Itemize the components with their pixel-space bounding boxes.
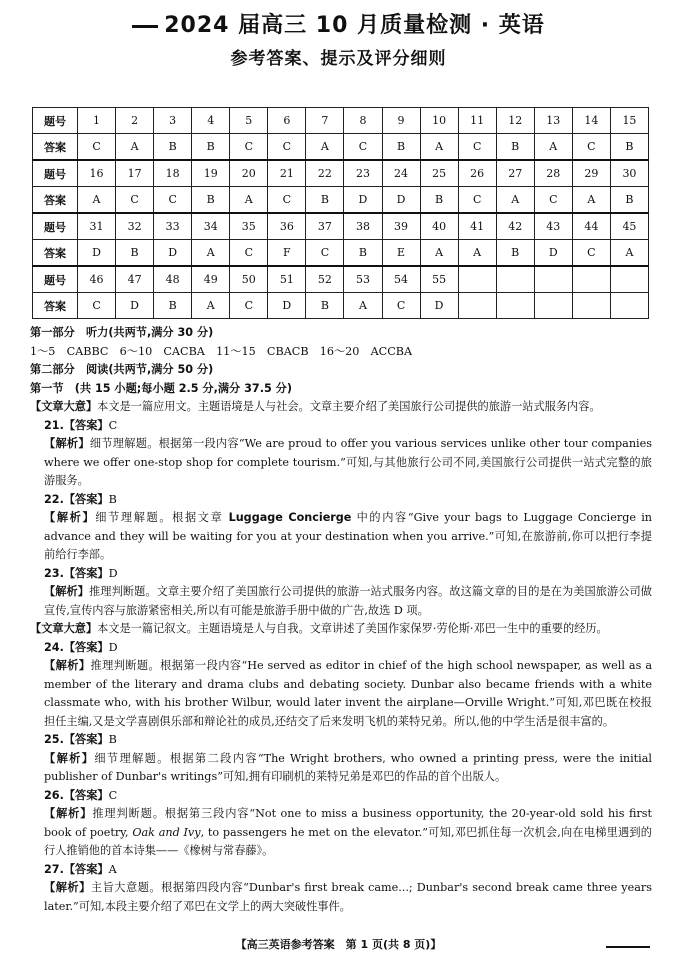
answer-cell: A <box>496 187 534 214</box>
question-number-cell: 26 <box>458 160 496 187</box>
part2-title: 第二部分 阅读(共两节,满分 50 分) <box>30 363 214 376</box>
question-number-cell: 7 <box>306 108 344 134</box>
question-number-cell: 40 <box>420 213 458 240</box>
answer-cell: B <box>382 134 420 161</box>
answer-cell <box>534 293 572 319</box>
answer-cell: B <box>420 187 458 214</box>
question-number-cell: 32 <box>116 213 154 240</box>
q22-answer: 22.【答案】B <box>44 492 117 506</box>
question-number-cell: 14 <box>572 108 610 134</box>
question-number-row <box>33 213 649 240</box>
page-subtitle: 参考答案、提示及评分细则 <box>230 49 447 69</box>
answer-cell: B <box>154 293 192 319</box>
answer-cell: B <box>192 134 230 161</box>
answer-cell: D <box>534 240 572 267</box>
q24-answer: 24.【答案】D <box>44 640 118 654</box>
answer-cell: C <box>458 134 496 161</box>
answer-cell: D <box>116 293 154 319</box>
question-number-cell: 55 <box>420 266 458 293</box>
q26-explanation: 【解析】推理判断题。根据第三段内容“Not one to miss a business opportunity, the 20-year-old sold his first book of poetry, Oak and Ivy, to passengers he met on the elevator.”可知,邓巴抓住每一次机会,向在电梯里遇到的行人推销他的首本诗集——《橡树与常春藤》。 <box>44 807 652 857</box>
question-number-cell: 37 <box>306 213 344 240</box>
answer-cell: B <box>610 134 648 161</box>
q21-explanation: 【解析】细节理解题。根据第一段内容“We are proud to offer you various services unlike other tour companies where we offer one-stop shop for complete tourism.”可知,与其他旅行公司不同,美国旅行公司提供一站式完整的旅游服务。 <box>44 437 652 487</box>
answer-row <box>33 240 649 267</box>
question-number-cell: 38 <box>344 213 382 240</box>
question-number-row <box>33 266 649 293</box>
question-number-cell: 12 <box>496 108 534 134</box>
question-number-cell: 33 <box>154 213 192 240</box>
answer-cell <box>496 293 534 319</box>
answer-cell: C <box>572 240 610 267</box>
part1-title: 第一部分 听力(共两节,满分 30 分) <box>30 326 214 339</box>
question-number-cell: 46 <box>78 266 116 293</box>
q24-explanation: 【解析】推理判断题。根据第一段内容“He served as editor in chief of the high school newspaper, as well as a member of the literary and drama clubs and debating society. Dunbar also became friends with a white classmate who, with his brother Wilbur, would later invent the airplane—Orville Wright.”可知,邓巴既在校报担任主编,又是文学喜剧俱乐部和辩论社的成员,还结交了后来发明飞机的莱特兄弟。所以,他的中学生活是很丰富的。 <box>44 659 652 728</box>
answer-cell: B <box>192 187 230 214</box>
question-number-cell: 27 <box>496 160 534 187</box>
question-number-cell: 51 <box>268 266 306 293</box>
question-number-cell: 18 <box>154 160 192 187</box>
answer-cell: D <box>78 240 116 267</box>
answer-cell: B <box>344 240 382 267</box>
answer-cell: A <box>344 293 382 319</box>
question-number-cell: 54 <box>382 266 420 293</box>
question-number-cell: 29 <box>572 160 610 187</box>
question-number-cell: 42 <box>496 213 534 240</box>
answer-row <box>33 134 649 161</box>
answer-cell: C <box>268 134 306 161</box>
answer-cell: B <box>116 240 154 267</box>
footer-rule <box>606 946 650 948</box>
answer-cell <box>610 293 648 319</box>
question-number-cell: 43 <box>534 213 572 240</box>
question-number-cell: 39 <box>382 213 420 240</box>
answer-cell: B <box>306 293 344 319</box>
passage-a-summary: 【文章大意】本文是一篇应用文。主题语境是人与社会。文章主要介绍了美国旅行公司提供的旅游一站式服务内容。 <box>30 400 601 413</box>
answer-cell: C <box>230 293 268 319</box>
answer-cell: D <box>154 240 192 267</box>
question-number-cell: 50 <box>230 266 268 293</box>
answer-cell: C <box>116 187 154 214</box>
answer-cell: A <box>116 134 154 161</box>
answer-cell: A <box>610 240 648 267</box>
answer-body <box>30 324 652 916</box>
page-title <box>0 8 677 39</box>
answer-cell: C <box>230 240 268 267</box>
question-number-cell: 1 <box>78 108 116 134</box>
question-number-cell: 24 <box>382 160 420 187</box>
answer-cell: B <box>610 187 648 214</box>
question-number-cell: 17 <box>116 160 154 187</box>
passage-b-summary: 【文章大意】本文是一篇记叙文。主题语境是人与自我。文章讲述了美国作家保罗·劳伦斯·邓巴一生中的重要的经历。 <box>30 622 608 635</box>
row-label-answer: 答案 <box>33 187 78 214</box>
question-number-cell: 10 <box>420 108 458 134</box>
q27-explanation: 【解析】主旨大意题。根据第四段内容“Dunbar's first break came...; Dunbar's second break came three years later.”可知,本段主要介绍了邓巴在文学上的两大突破性事件。 <box>44 881 652 913</box>
question-number-cell: 28 <box>534 160 572 187</box>
question-number-cell: 2 <box>116 108 154 134</box>
question-number-cell: 48 <box>154 266 192 293</box>
question-number-cell: 52 <box>306 266 344 293</box>
question-number-cell: 6 <box>268 108 306 134</box>
answer-cell: C <box>534 187 572 214</box>
q27-answer: 27.【答案】A <box>44 862 117 876</box>
question-number-cell <box>610 266 648 293</box>
row-label-number: 题号 <box>33 160 78 187</box>
question-number-cell: 34 <box>192 213 230 240</box>
question-number-cell: 11 <box>458 108 496 134</box>
question-number-cell: 31 <box>78 213 116 240</box>
question-number-cell: 21 <box>268 160 306 187</box>
q22-explanation: 【解析】细节理解题。根据文章 Luggage Concierge 中的内容“Give your bags to Luggage Concierge in advance and they will be waiting for you at your destination when you arrive.”可知,在旅游前,你可以把行李提前给行李部。 <box>44 511 652 561</box>
title-dash <box>132 25 158 28</box>
answer-cell: A <box>572 187 610 214</box>
section1-title: 第一节 (共 15 小题;每小题 2.5 分,满分 37.5 分) <box>30 381 292 395</box>
question-number-cell: 23 <box>344 160 382 187</box>
answer-cell: C <box>344 134 382 161</box>
answer-cell: A <box>78 187 116 214</box>
answer-cell: A <box>420 134 458 161</box>
row-label-number: 题号 <box>33 266 78 293</box>
answer-cell: C <box>306 240 344 267</box>
row-label-number: 题号 <box>33 108 78 134</box>
q25-explanation: 【解析】细节理解题。根据第二段内容“The Wright brothers, who owned a printing press, were the initial publisher of Dunbar's writings”可知,拥有印刷机的莱特兄弟是邓巴的作品的首个出版人。 <box>44 751 652 783</box>
page-title-text: 2024 届高三 10 月质量检测 · 英语 <box>164 13 545 38</box>
question-number-cell <box>458 266 496 293</box>
question-number-cell: 8 <box>344 108 382 134</box>
row-label-answer: 答案 <box>33 293 78 319</box>
question-number-cell: 45 <box>610 213 648 240</box>
page-footer: 【高三英语参考答案 第 1 页(共 8 页)】 <box>235 938 442 951</box>
answer-cell: D <box>382 187 420 214</box>
q25-answer: 25.【答案】B <box>44 733 117 746</box>
answer-cell: C <box>382 293 420 319</box>
answer-table <box>32 107 649 319</box>
q23-explanation: 【解析】推理判断题。文章主要介绍了美国旅行公司提供的旅游一站式服务内容。故这篇文章的目的是在为美国旅游公司做宣传,宣传内容与旅游紧密相关,所以有可能是旅游手册中做的广告,故选 D 项。 <box>44 585 652 617</box>
answer-cell: C <box>572 134 610 161</box>
question-number-cell: 35 <box>230 213 268 240</box>
question-number-cell: 9 <box>382 108 420 134</box>
answer-cell: A <box>306 134 344 161</box>
question-number-cell: 36 <box>268 213 306 240</box>
answer-cell: D <box>268 293 306 319</box>
answer-cell: C <box>78 293 116 319</box>
question-number-row <box>33 108 649 134</box>
question-number-row <box>33 160 649 187</box>
q26-answer: 26.【答案】C <box>44 788 118 802</box>
question-number-cell <box>496 266 534 293</box>
answer-cell: A <box>192 240 230 267</box>
answer-cell: C <box>230 134 268 161</box>
question-number-cell: 53 <box>344 266 382 293</box>
question-number-cell <box>572 266 610 293</box>
row-label-answer: 答案 <box>33 240 78 267</box>
answer-cell: A <box>192 293 230 319</box>
answer-cell: C <box>78 134 116 161</box>
question-number-cell: 47 <box>116 266 154 293</box>
answer-cell: A <box>534 134 572 161</box>
question-number-cell: 19 <box>192 160 230 187</box>
answer-cell <box>572 293 610 319</box>
answer-cell: B <box>496 240 534 267</box>
question-number-cell: 3 <box>154 108 192 134</box>
question-number-cell: 5 <box>230 108 268 134</box>
answer-cell: C <box>458 187 496 214</box>
question-number-cell: 20 <box>230 160 268 187</box>
answer-row <box>33 187 649 214</box>
question-number-cell: 13 <box>534 108 572 134</box>
answer-row <box>33 293 649 319</box>
answer-cell: A <box>230 187 268 214</box>
answer-cell: D <box>420 293 458 319</box>
q21-answer: 21.【答案】C <box>44 418 118 432</box>
question-number-cell <box>534 266 572 293</box>
part1-answers: 1～5 CABBC 6～10 CACBA 11～15 CBACB 16～20 ACCBA <box>30 344 413 358</box>
answer-cell: C <box>154 187 192 214</box>
question-number-cell: 25 <box>420 160 458 187</box>
question-number-cell: 22 <box>306 160 344 187</box>
row-label-answer: 答案 <box>33 134 78 161</box>
answer-cell: B <box>154 134 192 161</box>
answer-cell: A <box>458 240 496 267</box>
answer-cell: C <box>268 187 306 214</box>
question-number-cell: 4 <box>192 108 230 134</box>
answer-cell: B <box>306 187 344 214</box>
question-number-cell: 49 <box>192 266 230 293</box>
row-label-number: 题号 <box>33 213 78 240</box>
answer-cell: E <box>382 240 420 267</box>
q23-answer: 23.【答案】D <box>44 566 118 580</box>
answer-cell: B <box>496 134 534 161</box>
question-number-cell: 16 <box>78 160 116 187</box>
question-number-cell: 41 <box>458 213 496 240</box>
question-number-cell: 30 <box>610 160 648 187</box>
answer-cell: A <box>420 240 458 267</box>
answer-cell: D <box>344 187 382 214</box>
question-number-cell: 44 <box>572 213 610 240</box>
answer-cell: F <box>268 240 306 267</box>
question-number-cell: 15 <box>610 108 648 134</box>
answer-cell <box>458 293 496 319</box>
